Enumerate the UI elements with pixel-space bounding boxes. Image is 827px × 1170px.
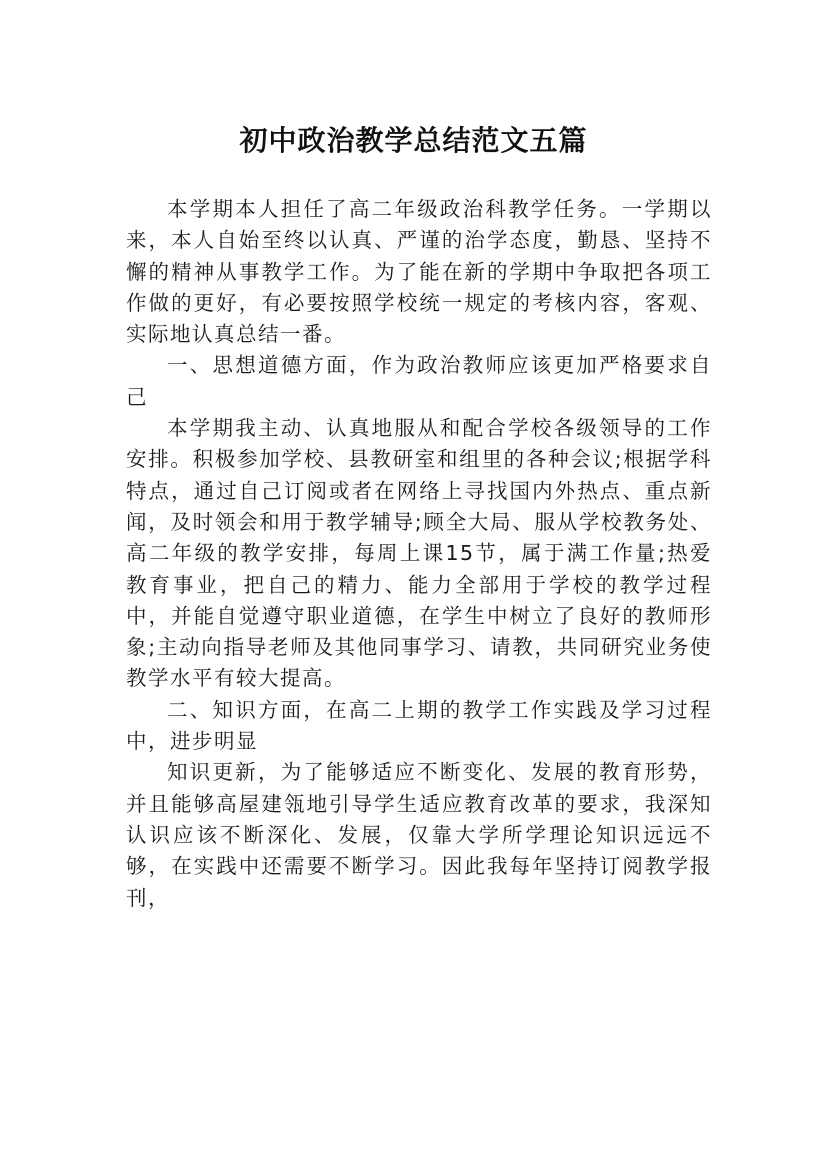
paragraph-intro: 本学期本人担任了高二年级政治科教学任务。一学期以来，本人自始至终以认真、严谨的治学态度，勤恳、坚持不懈的精神从事教学工作。为了能在新的学期中争取把各项工作做的更好，有必要按照学校统一规定的考核内容，客观、实际地认真总结一番。 [126, 197, 712, 347]
paragraph-heading-moral: 一、思想道德方面，作为政治教师应该更加严格要求自己 [126, 353, 712, 409]
paragraph-knowledge-details: 知识更新，为了能够适应不断变化、发展的教育形势，并且能够高屋建瓴地引导学生适应教育改革的要求，我深知认识应该不断深化、发展，仅靠大学所学理论知识远远不够，在实践中还需要不断学习。因此我每年坚持订阅教学报刊， [126, 760, 712, 910]
document-body [126, 194, 712, 914]
paragraph-heading-knowledge: 二、知识方面，在高二上期的教学工作实践及学习过程中，进步明显 [126, 697, 712, 754]
document-title: 初中政治教学总结范文五篇 [239, 123, 588, 157]
paragraph-moral-details: 本学期我主动、认真地服从和配合学校各级领导的工作安排。积极参加学校、县教研室和组里的各种会议;根据学科特点，通过自己订阅或者在网络上寻找国内外热点、重点新闻，及时领会和用于教学辅导;顾全大局、服从学校教务处、高二年级的教学安排，每周上课15节，属于满工作量;热爱教育事业，把自己的精力、能力全部用于学校的教学过程中，并能自觉遵守职业道德，在学生中树立了良好的教师形象;主动向指导老师及其他同事学习、请教，共同研究业务使教学水平有较大提高。 [126, 416, 712, 691]
